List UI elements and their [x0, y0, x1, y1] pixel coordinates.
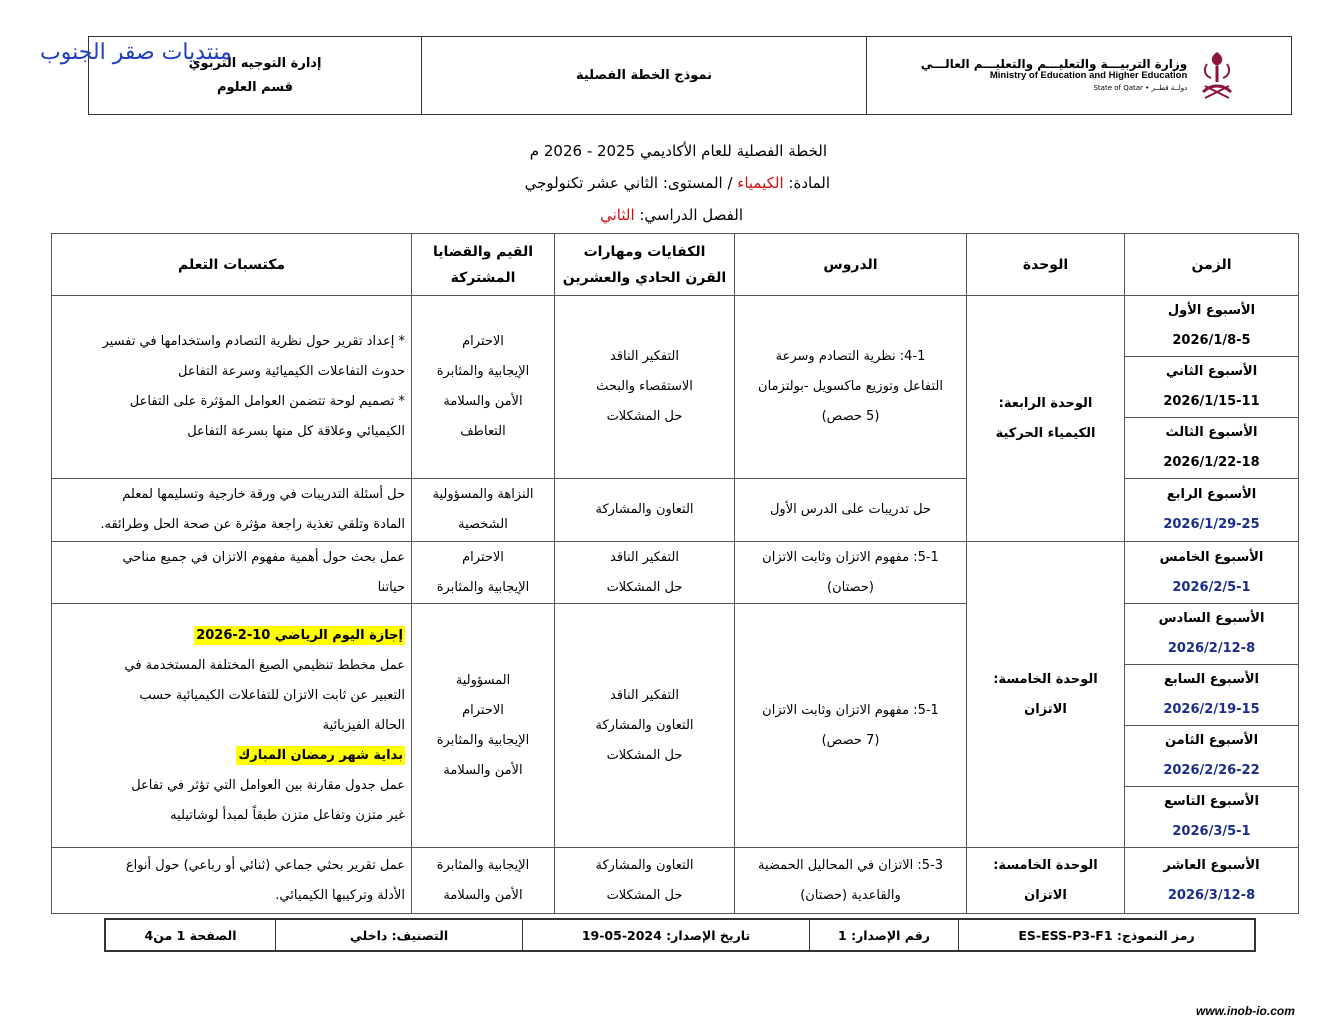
week-cell: الأسبوع الثاني 2026/1/15-11 [1125, 357, 1299, 418]
week-cell: الأسبوع التاسع 2026/3/5-1 [1125, 787, 1299, 848]
values-cell: الاحترام الإيجابية والمثابرة الأمن والسلامة التعاطف [412, 296, 555, 479]
acquisitions-cell: حل أسئلة التدريبات في ورقة خارجية وتسليمها لمعلم المادة وتلقي تغذية راجعة مؤثرة عن صحة الحل وطرائقه. [52, 479, 412, 542]
header-unit: الوحدة [967, 234, 1125, 296]
header-lessons: الدروس [735, 234, 967, 296]
acquisitions-cell: * إعداد تقرير حول نظرية التصادم واستخدامها في تفسير حدوث التفاعلات الكيميائية وسرعة التفاعل * تصميم لوحة تتضمن العوامل المؤثرة على التفاعل الكيميائي وعلاقة كل منها بسرعة التفاعل [52, 296, 412, 479]
unit-cell: الوحدة الرابعة: الكيمياء الحركية [967, 296, 1125, 542]
skills-cell: التعاون والمشاركة [555, 479, 735, 542]
version: رقم الإصدار: 1 [809, 920, 958, 950]
subject-value: الكيمياء [737, 174, 784, 192]
subject-prefix: المادة: [783, 174, 830, 192]
watermark-text: منتديات صقر الجنوب [40, 40, 232, 65]
unit-cell: الوحدة الخامسة: الاتزان [967, 848, 1125, 914]
lessons-cell: 5-1: مفهوم الاتزان وثابت الاتزان (حصتان) [735, 542, 967, 604]
lessons-cell: 5-1: مفهوم الاتزان وثابت الاتزان (7 حصص) [735, 604, 967, 848]
header-time: الزمن [1125, 234, 1299, 296]
state-line: State of Qatar • دولــة قطــر [1093, 83, 1188, 92]
table-row [52, 296, 1299, 357]
values-cell: الإيجابية والمثابرة الأمن والسلامة [412, 848, 555, 914]
qatar-emblem-icon [1197, 48, 1237, 104]
acquisitions-cell: عمل تقرير بحثي جماعي (ثنائي أو رباعي) حول أنواع الأدلة وتركيبها الكيميائي. [52, 848, 412, 914]
week-cell: الأسبوع الثالث 2026/1/22-18 [1125, 418, 1299, 479]
ministry-logo [921, 48, 1238, 104]
week-cell: الأسبوع السادس 2026/2/12-8 [1125, 604, 1299, 665]
site-url: www.inob-io.com [1196, 1004, 1295, 1018]
lessons-cell: حل تدريبات على الدرس الأول [735, 479, 967, 542]
unit-cell: الوحدة الخامسة: الاتزان [967, 542, 1125, 848]
values-cell: الاحترام الإيجابية والمثابرة [412, 542, 555, 604]
acquisitions-cell: إجازة اليوم الرياضي 10-2-2026 عمل مخطط تنظيمي الصيغ المختلفة المستخدمة في التعبير عن ثابت الاتزان للتفاعلات الكيميائية حسب الحالة الفيزيائية بداية شهر رمضان المبارك عمل جدول مقارنة بين العوامل التي تؤثر في تفاعل غير متزن وتفاعل متزن طبقاً لمبدأ لوشاتيليه [52, 604, 412, 848]
form-code: رمز النموذج: ES-ESS-P3-F1 [958, 920, 1254, 950]
week-cell: الأسبوع الثامن 2026/2/26-22 [1125, 726, 1299, 787]
lessons-cell: 4-1: نظرية التصادم وسرعة التفاعل وتوزيع ماكسويل -بولتزمان (5 حصص) [735, 296, 967, 479]
semester-prefix: الفصل الدراسي: [634, 206, 743, 224]
footer-box [104, 918, 1256, 952]
semester-plan-table [51, 233, 1299, 914]
header-values: القيم والقضايا المشتركة [412, 234, 555, 296]
week-cell: الأسبوع الأول 2026/1/8-5 [1125, 296, 1299, 357]
values-cell: المسؤولية الاحترام الإيجابية والمثابرة الأمن والسلامة [412, 604, 555, 848]
year-line: الخطة الفصلية للعام الأكاديمي 2025 - 2026 م [529, 142, 827, 160]
page-number: الصفحة 1 من4 [144, 927, 237, 943]
table-row [52, 848, 1299, 914]
skills-cell: التفكير الناقد حل المشكلات [555, 542, 735, 604]
week-cell: الأسبوع السابع 2026/2/19-15 [1125, 665, 1299, 726]
dept-line2: قسم العلوم [216, 79, 294, 95]
week-cell: الأسبوع الرابع 2026/1/29-25 [1125, 479, 1299, 542]
ministry-name-ar: وزارة التربيـــة والتعليـــم والتعليـــم العالـــي [920, 56, 1188, 71]
week-cell: الأسبوع الخامس 2026/2/5-1 [1125, 542, 1299, 604]
dept-line1: إدارة التوجيه التربوي [188, 55, 322, 71]
values-cell: النزاهة والمسؤولية الشخصية [412, 479, 555, 542]
subject-line [525, 174, 830, 192]
sports-day-highlight: إجازة اليوم الرياضي 10-2-2026 [196, 627, 403, 643]
table-row [52, 542, 1299, 604]
ministry-name-en: Ministry of Education and Higher Education [989, 69, 1188, 81]
form-title: نموذج الخطة الفصلية [422, 37, 867, 114]
table-header-row [52, 234, 1299, 296]
skills-cell: التفكير الناقد الاستقصاء والبحث حل المشكلات [555, 296, 735, 479]
header-box [88, 36, 1292, 115]
semester-value: الثاني [600, 206, 635, 224]
lessons-cell: 5-3: الاتزان في المحاليل الحمضية والقاعدية (حصتان) [735, 848, 967, 914]
header-skills: الكفايات ومهارات القرن الحادي والعشرين [555, 234, 735, 296]
skills-cell: التعاون والمشاركة حل المشكلات [555, 848, 735, 914]
acquisitions-cell: عمل بحث حول أهمية مفهوم الاتزان في جميع مناحي حياتنا [52, 542, 412, 604]
classification: التصنيف: داخلي [275, 920, 522, 950]
semester-line [600, 206, 743, 224]
week-cell: الأسبوع العاشر 2026/3/12-8 [1125, 848, 1299, 914]
ramadan-highlight: بداية شهر رمضان المبارك [238, 747, 403, 763]
skills-cell: التفكير الناقد التعاون والمشاركة حل المشكلات [555, 604, 735, 848]
ministry-logo-cell [867, 37, 1291, 114]
issue-date: تاريخ الإصدار: 2024-05-19 [522, 920, 809, 950]
header-acquisitions: مكتسبات التعلم [52, 234, 412, 296]
ministry-name [921, 58, 1188, 94]
level-value: / المستوى: الثاني عشر تكنولوجي [524, 174, 738, 192]
